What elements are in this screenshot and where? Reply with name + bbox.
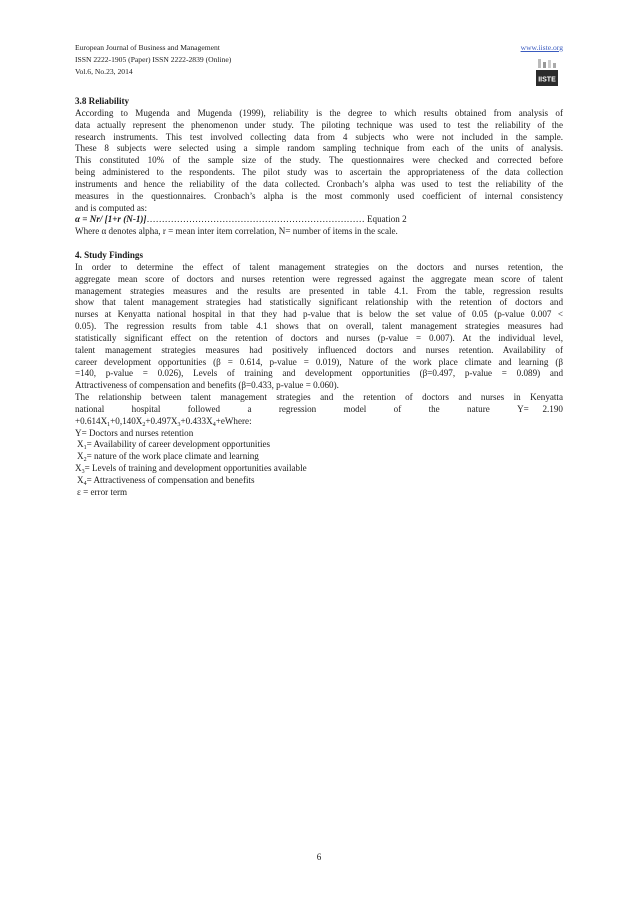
paragraph-line: aggregate mean score of doctors and nurses retention were regressed against the aggregate mean score of talent [75,273,563,284]
paragraph-line: 0.05). The regression results from table 4.1 shows that on overall, talent management strategies measures had [75,321,563,332]
definition-x1: $X_1=$ Availability of career development opportunities [77,439,271,452]
paragraph-line: career development opportunities (β = 0.614, p-value = 0.019), Nature of the work place climate and learning (β [75,356,563,367]
paragraph-line: The relationship between talent management strategies and the retention of doctors and nurses in Kenyatta [75,392,563,403]
model-word: the [428,403,440,414]
model-word: Y= 2.190 [517,403,563,414]
equation-definition: Where α denotes alpha, r = mean inter item correlation, N= number of items in the scale. [75,226,398,237]
page-header [75,42,563,88]
page-number: 6 [316,852,322,862]
model-word: nature [467,403,490,414]
paragraph-line: =140, p-value = 0.026), Levels of training and development opportunities (β=0.497, p-value = 0.089) and [75,368,563,379]
paragraph-line: research instruments. This test involved collecting data from 4 subjects who were not included in the sample. [75,131,563,142]
regression-model-line [75,404,563,416]
section-heading-study-findings: 4. Study Findings [75,249,143,260]
article-body [75,96,563,499]
paragraph-line: In order to determine the effect of talent management strategies on the doctors and nurses retention, the [75,261,563,272]
regression-formula: $+0.614X_1+0,140X_2+0.497X_3+0.433X_4+eWhere$: [75,415,252,428]
volume-line: Vol.6, No.23, 2014 [75,67,133,76]
paragraph-line: instruments and hence the reliability of the data collected. Cronbach’s alpha was used to test the reliability of the [75,178,563,189]
journal-url-link[interactable]: www.iiste.org [520,43,563,52]
model-word: regression [278,403,317,414]
cronbach-alpha-equation: α = Nr/ [1+r (N-1)] [75,214,147,225]
definition-y: Y= Doctors and nurses retention [75,427,194,438]
svg-text:IISTE: IISTE [538,76,556,84]
model-word: a [247,403,252,414]
paragraph-line: management strategies measures and the results are presented in table 4.1. From the table, regression results [75,285,563,296]
paragraph-line: These 8 subjects were selected using a simple random sampling technique from each of the units of analysis. [75,143,563,154]
paragraph-line: data actually represent the phenomenon under study. The piloting technique was used to test the reliability of the [75,119,563,130]
model-word: model [343,403,367,414]
definition-x4: $X_4=$ Attractiveness of compensation and benefits [77,475,255,487]
model-word: national [75,403,105,414]
paragraph-line: This constituted 10% of the sample size of the study. The questionnaires were checked and corrected before [75,155,563,166]
model-word: of [393,403,402,414]
paragraph-line: being administered to the respondents. The pilot study was to ascertain the appropriateness of the data collection [75,167,563,178]
iiste-logo-icon [535,58,559,88]
equation-label: ……………………………………………………………… Equation 2 [146,214,407,225]
issn-line: ISSN 2222-1905 (Paper) ISSN 2222-2839 (Online) [75,55,232,64]
paragraph-line: nurses at Kenyatta national hospital in that they had p-value that is below the set value of 0.05 (p-value 0.007 < [75,309,563,320]
model-word: hospital [131,403,161,414]
equation-line [75,214,563,226]
paragraph-line: Attractiveness of compensation and benefits (β=0.433, p-value = 0.060). [75,380,339,391]
paragraph-line: According to Mugenda and Mugenda (1999), reliability is the degree to which results obtained from analysis of [75,107,563,118]
definition-error-term: ε = error term [77,486,128,497]
paragraph-line: talent management strategies measures had positively influenced doctors and nurses retention. Availability of [75,344,563,355]
definition-x2: $X_2=$ nature of the work place climate and learning [77,451,259,464]
section-heading-reliability: 3.8 Reliability [75,96,130,106]
journal-title: European Journal of Business and Management [75,43,220,52]
paragraph-line: and is computed as: [75,202,147,213]
paragraph-line: measures in the questionnaires. Cronbach’s alpha is the most commonly used coefficient of internal consistency [75,190,563,201]
paragraph-line: show that talent management strategies had statistically significant relationship with the retention of doctors and [75,297,563,308]
model-word: followed [187,403,221,414]
paragraph-line: statistically significant effect on the retention of doctors and nurses (p-value = 0.007). At the individual level, [75,332,563,343]
definition-x3: $X_3=$ Levels of training and development opportunities available [75,463,307,476]
